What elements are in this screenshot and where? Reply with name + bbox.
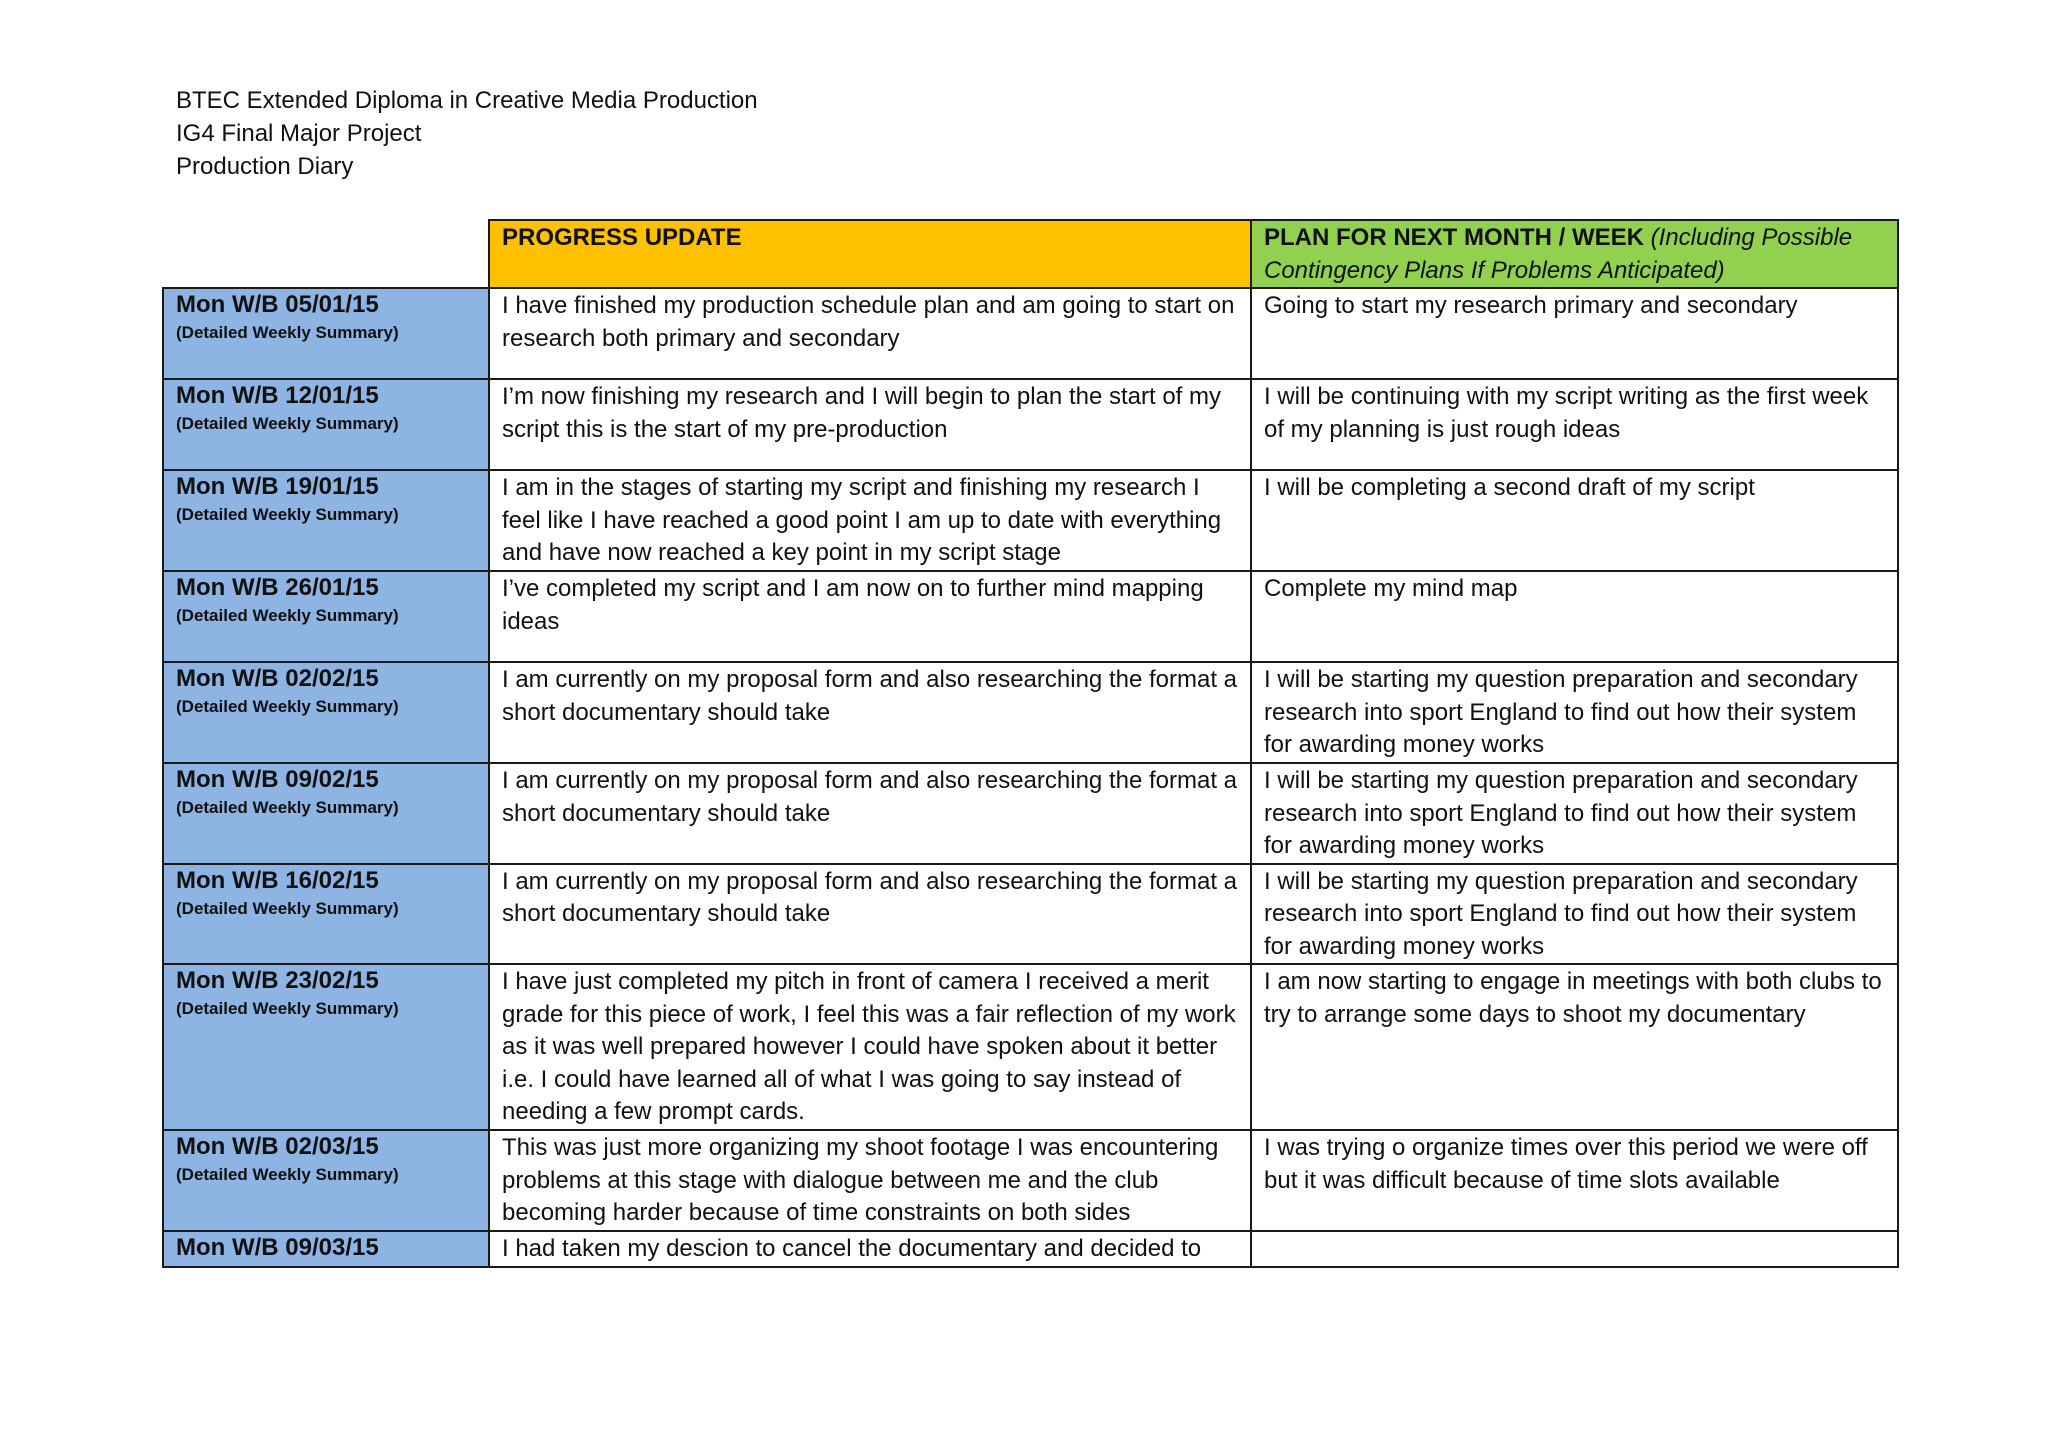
table-row <box>163 379 1898 470</box>
table-row <box>163 864 1898 965</box>
plan-cell: I will be starting my question preparation and secondary research into sport England to find out how their system for awarding money works <box>1251 763 1898 864</box>
week-date-cell <box>163 864 489 965</box>
week-date-cell <box>163 379 489 470</box>
week-summary-label: (Detailed Weekly Summary) <box>176 1165 399 1184</box>
week-date: Mon W/B 05/01/15 <box>176 291 379 318</box>
header-corner-cell <box>163 220 489 288</box>
plan-cell: Going to start my research primary and secondary <box>1251 288 1898 379</box>
document-header <box>176 84 758 183</box>
week-date-cell <box>163 470 489 571</box>
plan-header-italic: (Including Possible Contingency Plans If Problems Anticipated) <box>1264 224 1853 284</box>
project-title: IG4 Final Major Project <box>176 120 422 147</box>
week-date: Mon W/B 09/02/15 <box>176 766 379 793</box>
plan-cell: I was trying o organize times over this period we were off but it was difficult because of time slots available <box>1251 1130 1898 1231</box>
week-summary-label: (Detailed Weekly Summary) <box>176 505 399 524</box>
course-title: BTEC Extended Diploma in Creative Media Production <box>176 87 758 114</box>
table-row <box>163 964 1898 1130</box>
table-row <box>163 763 1898 864</box>
progress-cell: I am currently on my proposal form and also researching the format a short documentary should take <box>489 864 1251 965</box>
progress-cell: I’ve completed my script and I am now on to further mind mapping ideas <box>489 571 1251 662</box>
progress-cell: I’m now finishing my research and I will begin to plan the start of my script this is the start of my pre-production <box>489 379 1251 470</box>
plan-next-week-header <box>1251 220 1898 288</box>
plan-cell: I will be completing a second draft of my script <box>1251 470 1898 571</box>
week-date: Mon W/B 23/02/15 <box>176 967 379 994</box>
progress-cell: I am in the stages of starting my script and finishing my research I feel like I have reached a good point I am up to date with everything and have now reached a key point in my script stage <box>489 470 1251 571</box>
plan-cell: I will be starting my question preparation and secondary research into sport England to find out how their system for awarding money works <box>1251 864 1898 965</box>
plan-cell: I am now starting to engage in meetings with both clubs to try to arrange some days to shoot my documentary <box>1251 964 1898 1130</box>
progress-cell: This was just more organizing my shoot footage I was encountering problems at this stage with dialogue between me and the club becoming harder because of time constraints on both sides <box>489 1130 1251 1231</box>
progress-cell: I am currently on my proposal form and also researching the format a short documentary should take <box>489 763 1251 864</box>
plan-cell: I will be starting my question preparation and secondary research into sport England to find out how their system for awarding money works <box>1251 662 1898 763</box>
week-date: Mon W/B 12/01/15 <box>176 382 379 409</box>
production-diary-table <box>162 219 1899 1268</box>
week-date-cell <box>163 288 489 379</box>
plan-cell <box>1251 1231 1898 1267</box>
week-date-cell <box>163 662 489 763</box>
week-summary-label: (Detailed Weekly Summary) <box>176 606 399 625</box>
diary-title: Production Diary <box>176 153 354 180</box>
table-row <box>163 1130 1898 1231</box>
table-row <box>163 662 1898 763</box>
week-summary-label: (Detailed Weekly Summary) <box>176 323 399 342</box>
week-date-cell <box>163 571 489 662</box>
week-date-cell <box>163 1231 489 1267</box>
table-row <box>163 1231 1898 1267</box>
week-date: Mon W/B 26/01/15 <box>176 574 379 601</box>
week-summary-label: (Detailed Weekly Summary) <box>176 898 399 918</box>
week-date: Mon W/B 02/02/15 <box>176 665 379 692</box>
table-row <box>163 470 1898 571</box>
week-date: Mon W/B 16/02/15 <box>176 866 379 894</box>
week-summary-label: (Detailed Weekly Summary) <box>176 414 399 433</box>
progress-cell: I had taken my descion to cancel the documentary and decided to <box>489 1231 1251 1267</box>
week-summary-label: (Detailed Weekly Summary) <box>176 697 399 716</box>
progress-cell: I have just completed my pitch in front of camera I received a merit grade for this piece of work, I feel this was a fair reflection of my work as it was well prepared however I could have spoken about it better i.e. I could have learned all of what I was going to say instead of needing a few prompt cards. <box>489 964 1251 1130</box>
week-date: Mon W/B 19/01/15 <box>176 473 379 500</box>
week-date: Mon W/B 09/03/15 <box>176 1234 379 1261</box>
week-date-cell <box>163 964 489 1130</box>
week-date-cell <box>163 1130 489 1231</box>
week-summary-label: (Detailed Weekly Summary) <box>176 999 399 1018</box>
week-date-cell <box>163 763 489 864</box>
plan-header-bold: PLAN FOR NEXT MONTH / WEEK <box>1264 224 1644 251</box>
progress-update-header: PROGRESS UPDATE <box>489 220 1251 288</box>
table-header-row <box>163 220 1898 288</box>
table-row <box>163 288 1898 379</box>
plan-cell: Complete my mind map <box>1251 571 1898 662</box>
table-row <box>163 571 1898 662</box>
week-summary-label: (Detailed Weekly Summary) <box>176 798 399 817</box>
plan-cell: I will be continuing with my script writing as the first week of my planning is just rough ideas <box>1251 379 1898 470</box>
progress-cell: I have finished my production schedule plan and am going to start on research both primary and secondary <box>489 288 1251 379</box>
week-date: Mon W/B 02/03/15 <box>176 1133 379 1160</box>
progress-cell: I am currently on my proposal form and also researching the format a short documentary should take <box>489 662 1251 763</box>
